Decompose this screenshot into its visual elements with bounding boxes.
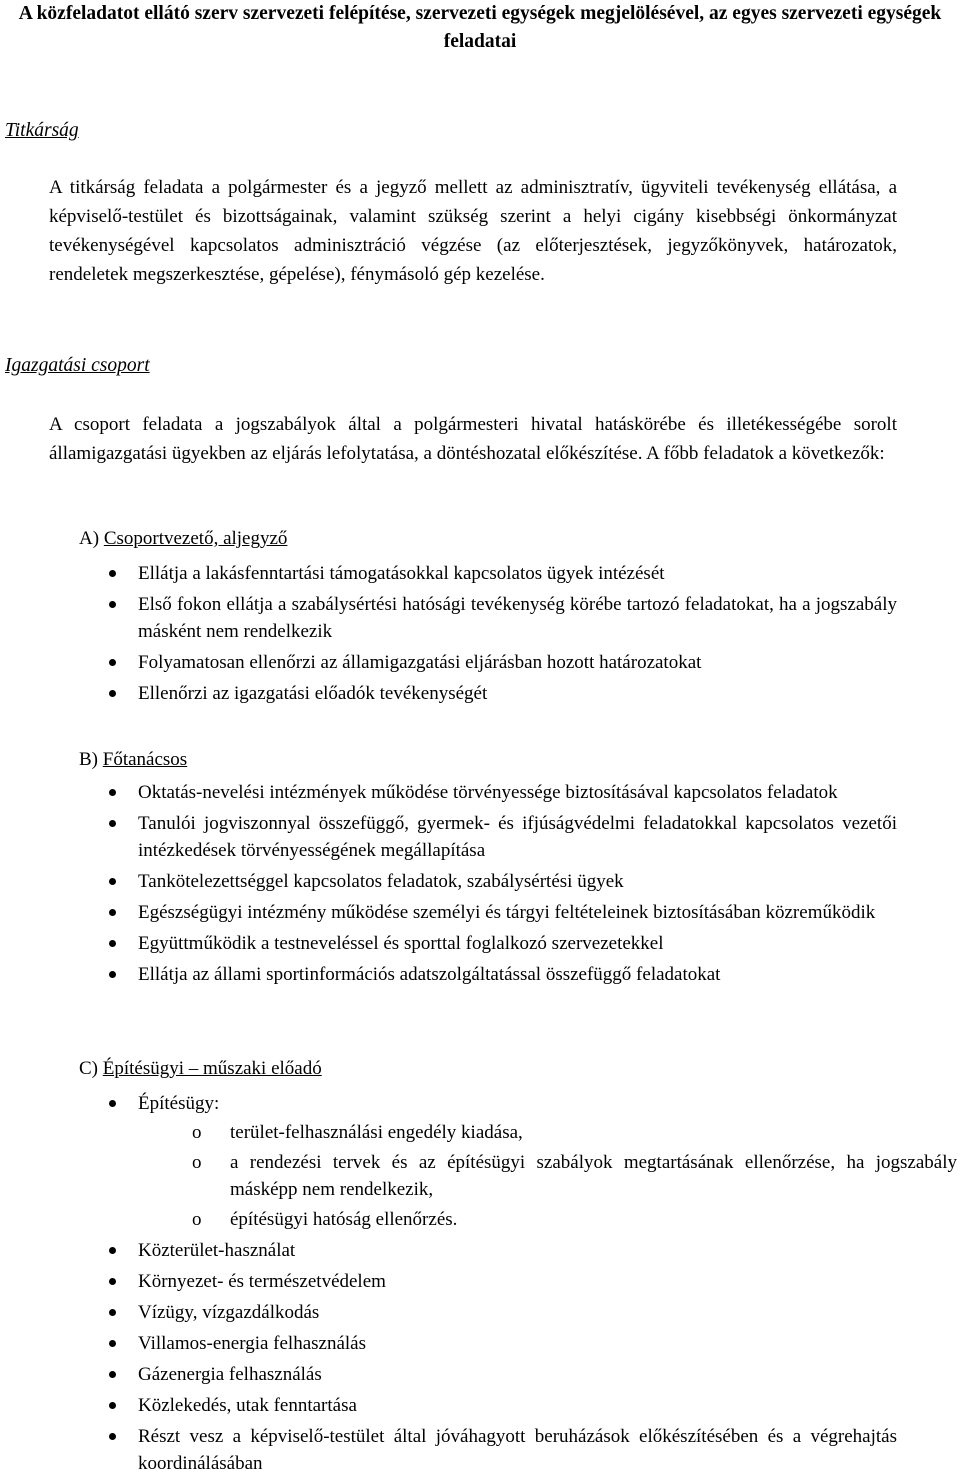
bullet-icon <box>109 1433 116 1440</box>
bullet-icon <box>109 820 116 827</box>
group-a-prefix: A) <box>79 528 100 549</box>
list-item: Villamos-energia felhasználás <box>0 1330 897 1357</box>
bullet-icon <box>109 1100 116 1107</box>
bullet-icon <box>109 601 116 608</box>
list-item: Részt vesz a képviselő-testület által jóváhagyott beruházások előkészítésében és a végrehajtás koordinálásában <box>0 1423 897 1477</box>
list-item: Tankötelezettséggel kapcsolatos feladatok, szabálysértési ügyek <box>0 868 897 895</box>
list-item: Ellenőrzi az igazgatási előadók tevékenységét <box>0 680 897 707</box>
bullet-icon <box>109 1309 116 1316</box>
section-heading-titkarsag: Titkárság <box>5 120 79 141</box>
bullet-icon <box>109 1340 116 1347</box>
document-title: A közfeladatot ellátó szerv szervezeti felépítése, szervezeti egységek megjelölésével, az egyes szervezeti egységek feladatai <box>18 3 942 52</box>
group-a-list <box>0 560 897 711</box>
list-item: Vízügy, vízgazdálkodás <box>0 1299 897 1326</box>
titkarsag-paragraph: A titkárság feladata a polgármester és a jegyző mellett az adminisztratív, ügyviteli tevékenység ellátása, a képviselő-testület és bizottságainak, valamint szükség szerint a helyi cigány kisebbségi önkormányzat tevékenységével kapcsolatos adminisztráció végzése (az előterjesztések, jegyzőkönyvek, határozatok, rendeletek megszerkesztése, gépelése), fénymásoló gép kezelése. <box>49 177 897 285</box>
list-item: Együttműködik a testneveléssel és sporttal foglalkozó szervezetekkel <box>0 930 897 957</box>
list-item-epitesugy: Építésügy: o terület-felhasználási engedély kiadása, o a rendezési tervek és az építésügyi szabályok megtartásának ellenőrzése, ha jogszabály másképp nem rendelkezik, o építésügyi hatóság ellenőrzés. <box>0 1090 897 1233</box>
bullet-icon <box>109 659 116 666</box>
sub-list-item: o építésügyi hatóság ellenőrzés. <box>0 1206 957 1233</box>
bullet-icon <box>109 878 116 885</box>
bullet-icon <box>109 1247 116 1254</box>
list-item: Ellátja a lakásfenntartási támogatásokkal kapcsolatos ügyek intézését <box>0 560 897 587</box>
bullet-icon <box>109 940 116 947</box>
igazgatasi-paragraph: A csoport feladata a jogszabályok által a polgármesteri hivatal hatáskörébe és illetékességébe sorolt államigazgatási ügyekben az eljárás lefolytatása, a döntéshozatal előkészítése. A főbb feladatok a következők: <box>49 414 897 464</box>
bullet-icon <box>109 909 116 916</box>
group-c-heading <box>79 1058 322 1080</box>
epitesugy-sublist <box>138 1119 957 1233</box>
bullet-icon <box>109 971 116 978</box>
list-item: Környezet- és természetvédelem <box>0 1268 897 1295</box>
list-item: Ellátja az állami sportinformációs adatszolgáltatással összefüggő feladatokat <box>0 961 897 988</box>
list-item: Közterület-használat <box>0 1237 897 1264</box>
sub-list-item: o terület-felhasználási engedély kiadása, <box>0 1119 957 1146</box>
group-b-title: Főtanácsos <box>102 749 188 770</box>
circle-bullet-icon: o <box>192 1122 202 1143</box>
circle-bullet-icon: o <box>192 1152 202 1173</box>
circle-bullet-icon: o <box>192 1209 202 1230</box>
list-item: Folyamatosan ellenőrzi az államigazgatási eljárásban hozott határozatokat <box>0 649 897 676</box>
bullet-icon <box>109 1278 116 1285</box>
list-item: Egészségügyi intézmény működése személyi és tárgyi feltételeinek biztosításában közreműködik <box>0 899 897 926</box>
group-b-prefix: B) <box>79 749 98 770</box>
group-a-heading <box>79 528 287 550</box>
bullet-icon <box>109 690 116 697</box>
list-item: Oktatás-nevelési intézmények működése törvényessége biztosításával kapcsolatos feladatok <box>0 779 897 806</box>
bullet-icon <box>109 789 116 796</box>
list-item: Közlekedés, utak fenntartása <box>0 1392 897 1419</box>
group-b-heading <box>79 749 187 771</box>
group-b-list <box>0 779 897 992</box>
group-a-title: Csoportvezető, aljegyző <box>103 528 288 549</box>
group-c-title: Építésügyi – műszaki előadó <box>102 1058 322 1079</box>
group-c-prefix: C) <box>79 1058 98 1079</box>
bullet-icon <box>109 1402 116 1409</box>
list-item: Gázenergia felhasználás <box>0 1361 897 1388</box>
section-heading-igazgatasi: Igazgatási csoport <box>5 355 150 376</box>
group-c-list <box>0 1090 957 1481</box>
list-item: Első fokon ellátja a szabálysértési hatósági tevékenység körébe tartozó feladatokat, ha a jogszabály másként nem rendelkezik <box>0 591 897 645</box>
bullet-icon <box>109 1371 116 1378</box>
bullet-icon <box>109 570 116 577</box>
sub-list-item: o a rendezési tervek és az építésügyi szabályok megtartásának ellenőrzése, ha jogszabály másképp nem rendelkezik, <box>0 1149 957 1203</box>
list-item: Tanulói jogviszonnyal összefüggő, gyermek- és ifjúságvédelmi feladatokkal kapcsolatos vezetői intézkedések törvényességének megállapítása <box>0 810 897 864</box>
